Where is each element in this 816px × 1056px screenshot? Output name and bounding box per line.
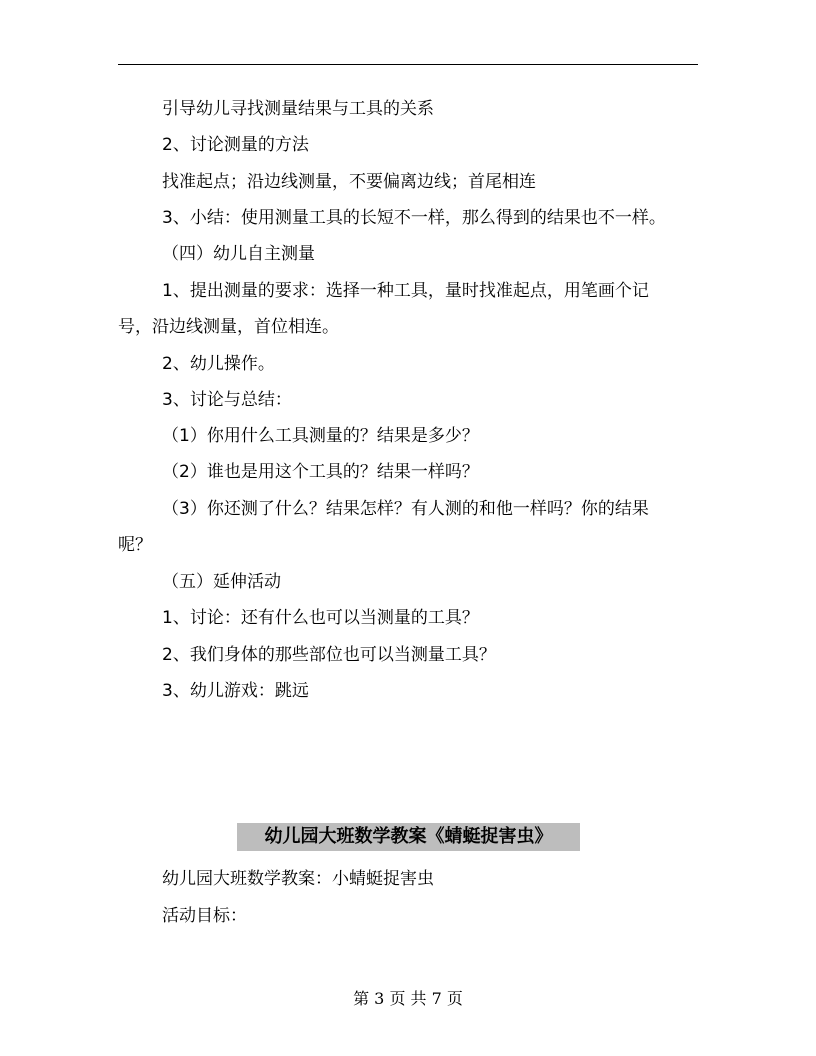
section-title: 幼儿园大班数学教案《蜻蜓捉害虫》	[264, 826, 553, 847]
body-line: （五）延伸活动	[162, 572, 281, 592]
body-line: 号，沿边线测量，首位相连。	[118, 317, 339, 337]
body-line: 2、我们身体的那些部位也可以当测量工具？	[162, 645, 496, 665]
body-line: 呢？	[118, 535, 152, 555]
header-rule	[118, 64, 698, 65]
body-line: 找准起点；沿边线测量，不要偏离边线；首尾相连	[162, 172, 536, 192]
body-line: 3、讨论与总结：	[162, 390, 292, 410]
body-line: 1、提出测量的要求：选择一种工具，量时找准起点，用笔画个记	[162, 281, 649, 301]
body-line: 3、幼儿游戏：跳远	[162, 681, 309, 701]
body-line: 2、讨论测量的方法	[162, 135, 309, 155]
section-line: 活动目标：	[162, 906, 247, 926]
body-line: （2）谁也是用这个工具的？结果一样吗？	[162, 462, 479, 482]
body-line: 1、讨论：还有什么也可以当测量的工具？	[162, 608, 479, 628]
body-line: （1）你用什么工具测量的？结果是多少？	[162, 426, 479, 446]
body-line: （四）幼儿自主测量	[162, 244, 315, 264]
body-line: 2、幼儿操作。	[162, 354, 275, 374]
section-line: 幼儿园大班数学教案：小蜻蜓捉害虫	[162, 869, 434, 889]
body-line: 3、小结：使用测量工具的长短不一样，那么得到的结果也不一样。	[162, 208, 666, 228]
body-line: （3）你还测了什么？结果怎样？有人测的和他一样吗？你的结果	[162, 499, 649, 519]
body-line: 引导幼儿寻找测量结果与工具的关系	[162, 99, 434, 119]
page-number: 第 3 页 共 7 页	[353, 989, 463, 1008]
